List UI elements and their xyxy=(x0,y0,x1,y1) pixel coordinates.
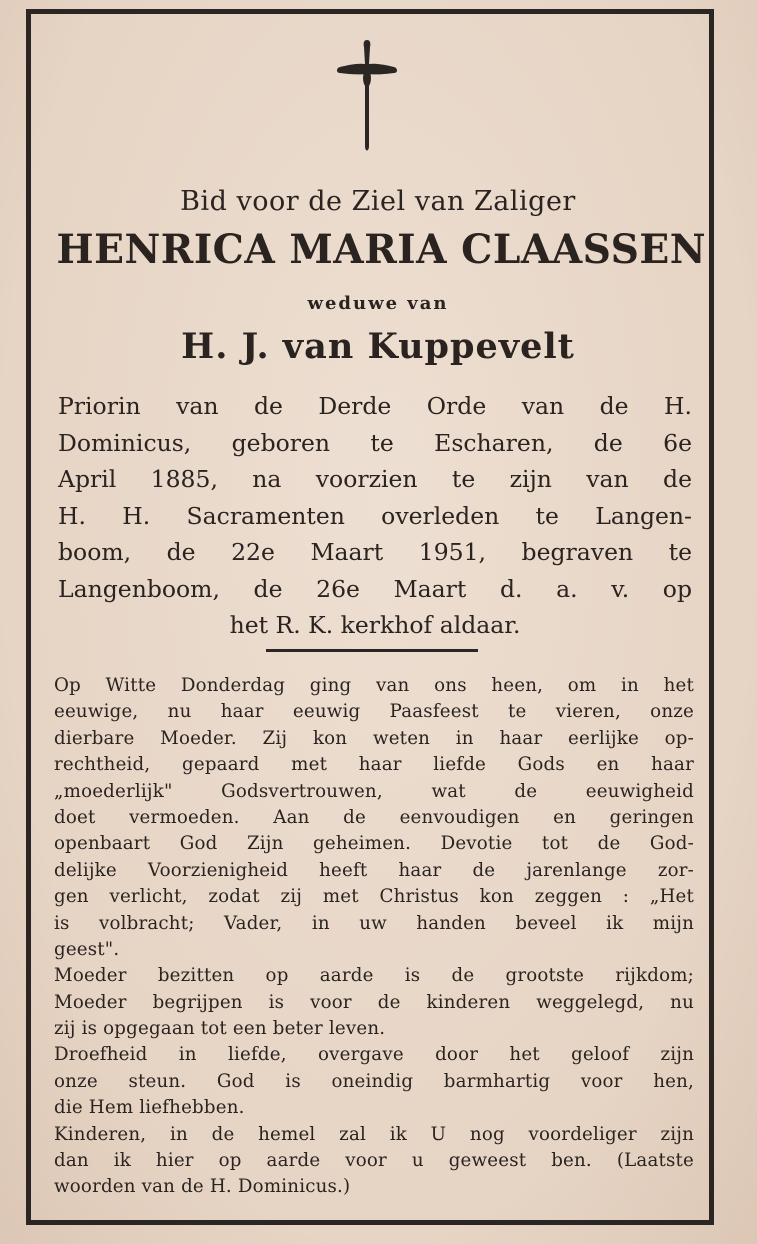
memorial-text-line: die Hem liefhebben. xyxy=(54,1097,245,1119)
husband-name: H. J. van Kuppevelt xyxy=(181,326,575,367)
memorial-text-line: delijke Voorzienigheid heeft haar de jarenlange zor- xyxy=(54,859,694,881)
memorial-text-line: dierbare Moeder. Zij kon weten in haar eerlijke op- xyxy=(54,727,694,749)
memorial-text-line: rechtheid, gepaard met haar liefde Gods en haar xyxy=(54,754,694,776)
memorial-text-line: Droefheid in liefde, overgave door het geloof zijn xyxy=(54,1044,694,1066)
memorial-text-line: onze steun. God is oneindig barmhartig voor hen, xyxy=(54,1070,694,1092)
memorial-text-line: eeuwige, nu haar eeuwig Paasfeest te vieren, onze xyxy=(54,701,694,723)
memorial-text-line: Moeder begrijpen is voor de kinderen weggelegd, nu xyxy=(54,991,694,1013)
widow-of-label: weduwe van xyxy=(307,293,449,314)
memorial-text-line: woorden van de H. Dominicus.) xyxy=(54,1176,351,1198)
divider-rule xyxy=(266,649,478,652)
memorial-text-line: is volbracht; Vader, in uw handen beveel ik mijn xyxy=(54,912,694,934)
biography-line: H. H. Sacramenten overleden te Langen- xyxy=(58,501,692,530)
memorial-text-line: „moederlijk" Godsvertrouwen, wat de eeuwigheid xyxy=(54,780,694,802)
biography-line: Langenboom, de 26e Maart d. a. v. op xyxy=(58,574,692,603)
biography-line: April 1885, na voorzien te zijn van de xyxy=(58,465,692,493)
biography-line: boom, de 22e Maart 1951, begraven te xyxy=(58,538,692,566)
biography-line: Dominicus, geboren te Escharen, de 6e xyxy=(58,428,692,457)
biography-paragraph xyxy=(58,388,692,644)
memorial-text-line: Moeder bezitten op aarde is de grootste rijkdom; xyxy=(54,965,694,987)
memorial-text-line: doet vermoeden. Aan de eenvoudigen en geringen xyxy=(54,806,694,828)
biography-line: het R. K. kerkhof aldaar. xyxy=(229,611,521,639)
prayer-line: Bid voor de Ziel van Zaliger xyxy=(180,186,576,217)
memorial-text-line: openbaart God Zijn geheimen. Devotie tot de God- xyxy=(54,833,694,855)
memorial-text-line: Op Witte Donderdag ging van ons heen, om in het xyxy=(54,675,694,696)
memorial-text-line: dan ik hier op aarde voor u geweest ben. (Laatste xyxy=(54,1150,694,1172)
memorial-text xyxy=(54,673,694,1201)
cross-icon xyxy=(334,38,400,156)
memorial-text-line: zij is opgegaan tot een beter leven. xyxy=(54,1018,386,1040)
memorial-text-line: gen verlicht, zodat zij met Christus kon zeggen : „Het xyxy=(54,886,694,908)
memorial-text-line: geest". xyxy=(54,938,120,960)
memorial-text-line: Kinderen, in de hemel zal ik U nog voordeliger zijn xyxy=(54,1123,694,1145)
deceased-name: HENRICA MARIA CLAASSEN xyxy=(56,226,707,273)
biography-line: Priorin van de Derde Orde van de H. xyxy=(58,392,692,420)
